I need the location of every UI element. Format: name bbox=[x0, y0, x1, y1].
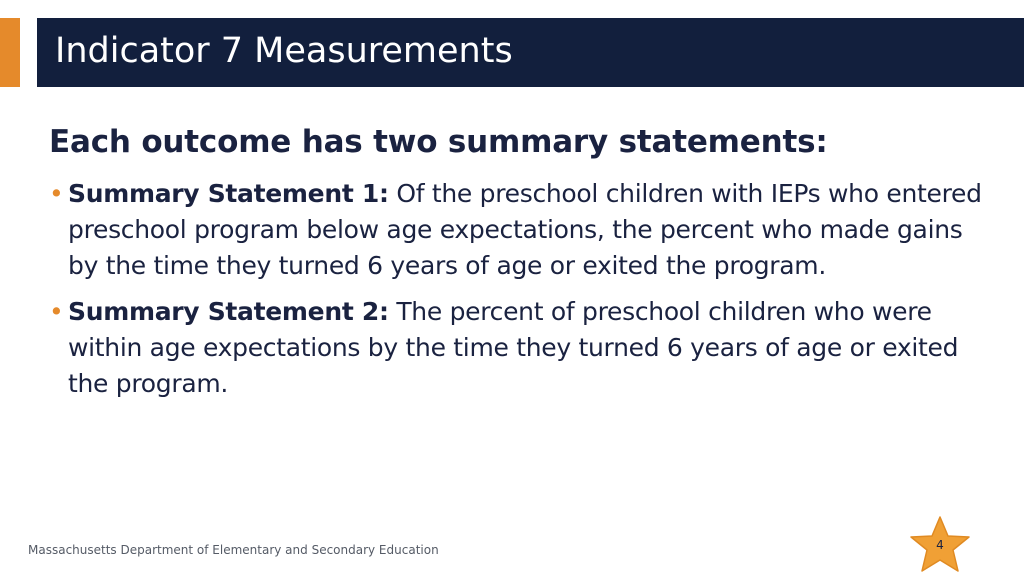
bullet-item-summary-statement-1 bbox=[49, 176, 999, 284]
footer-text: Massachusetts Department of Elementary and Secondary Education bbox=[28, 543, 439, 557]
bullet-list bbox=[49, 176, 999, 402]
title-bar bbox=[37, 18, 1024, 87]
bullet-term: Summary Statement 2: bbox=[68, 297, 389, 326]
page-number: 4 bbox=[936, 538, 944, 552]
slide-heading: Each outcome has two summary statements: bbox=[49, 124, 828, 160]
bullet-dot-icon: • bbox=[49, 297, 64, 326]
bullet-text: Of the preschool children with IEPs who entered preschool program below age expectations, the percent who made gains by the time they turned 6 years of age or exited the program. bbox=[68, 179, 982, 280]
title-accent-bar bbox=[0, 18, 20, 87]
bullet-term: Summary Statement 1: bbox=[68, 179, 389, 208]
bullet-item-summary-statement-2 bbox=[49, 294, 999, 402]
page-number-badge bbox=[907, 514, 973, 576]
slide-title: Indicator 7 Measurements bbox=[55, 31, 513, 71]
bullet-text: The percent of preschool children who were within age expectations by the time they turned 6 years of age or exited the program. bbox=[68, 297, 959, 398]
bullet-dot-icon: • bbox=[49, 179, 64, 208]
